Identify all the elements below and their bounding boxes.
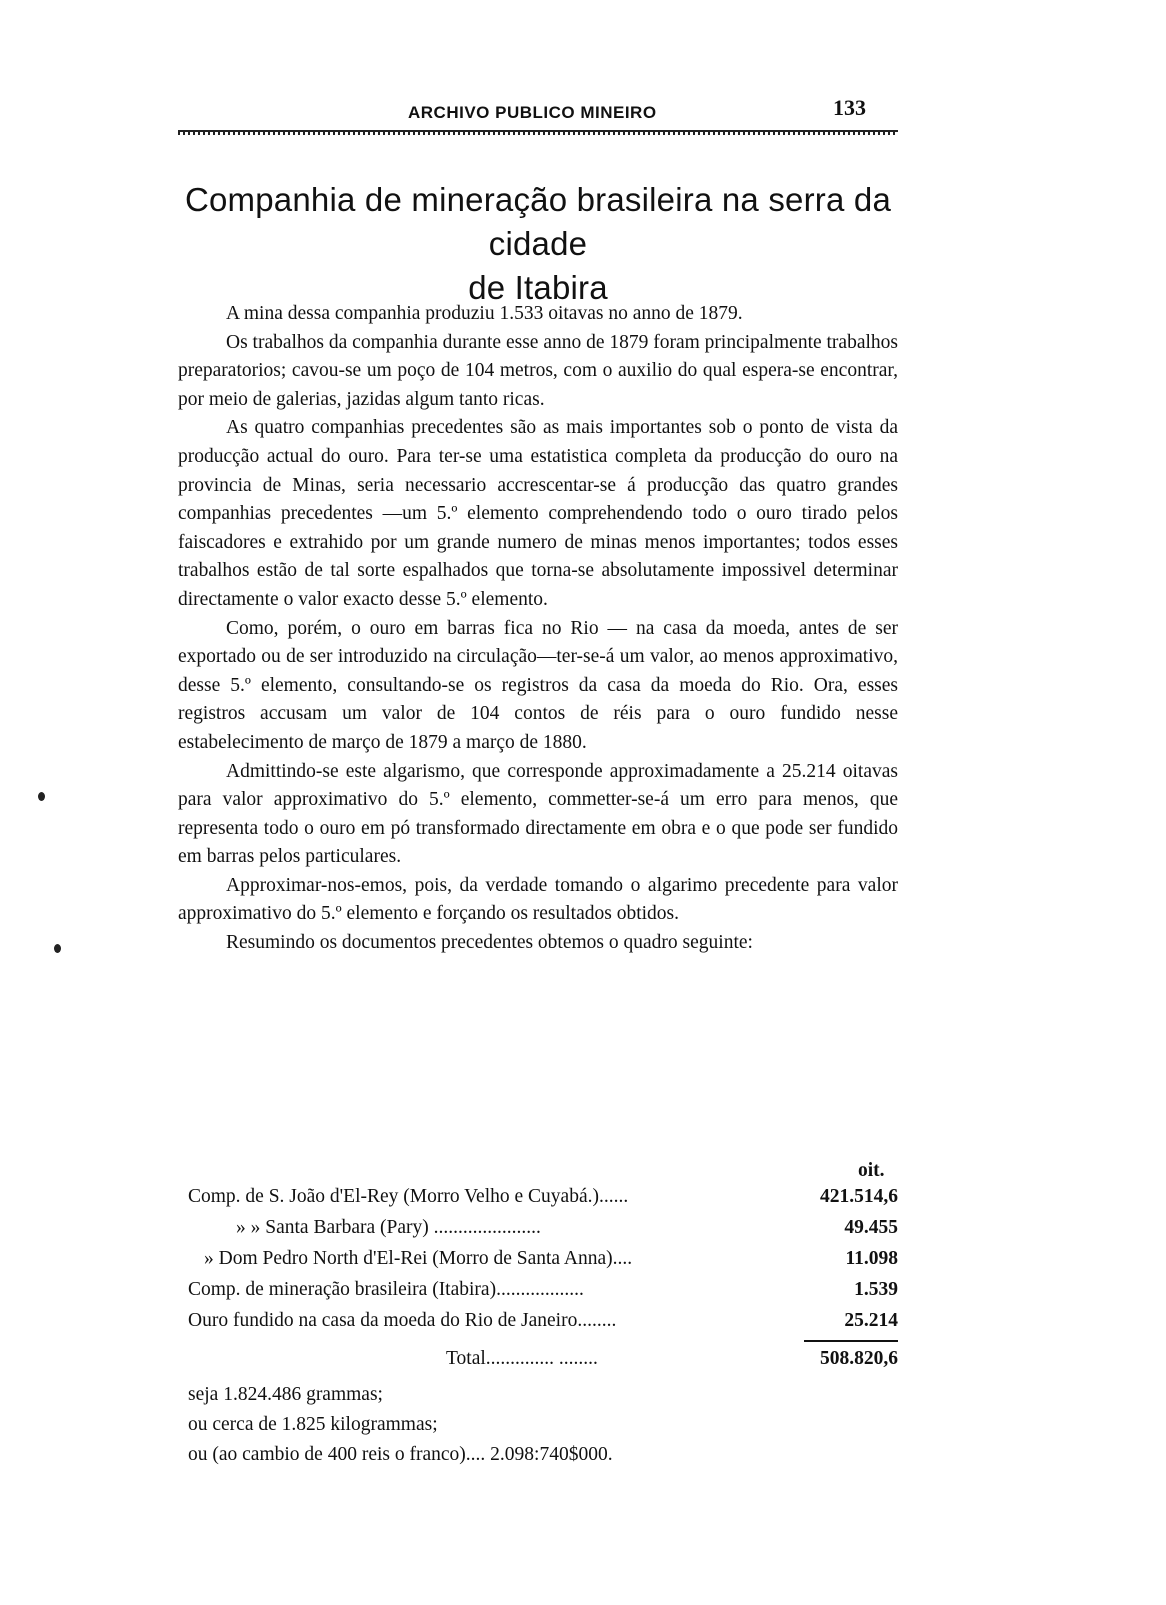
row-value: 11.098	[845, 1248, 898, 1269]
note-line: ou (ao cambio de 400 reis o franco).... 2.098:740$000.	[188, 1444, 613, 1465]
title-line-1: Companhia de mineração brasileira na serra da cidade	[184, 181, 892, 262]
row-value: 421.514,6	[820, 1186, 898, 1207]
article-title	[178, 178, 898, 310]
unit-label: oit.	[858, 1160, 885, 1181]
header-rule	[178, 130, 898, 137]
ink-speck	[54, 944, 61, 953]
article-body	[178, 300, 898, 958]
row-label: Comp. de S. João d'El-Rey (Morro Velho e Cuyabá.)......	[188, 1186, 629, 1207]
total-label: Total.............. ........	[446, 1348, 598, 1369]
total-rule	[804, 1340, 898, 1342]
table-row	[188, 1279, 898, 1310]
table-row	[188, 1248, 898, 1279]
row-label: Ouro fundido na casa da moeda do Rio de Janeiro........	[188, 1310, 617, 1331]
title-line-2: de Itabira	[468, 269, 608, 306]
row-value: 25.214	[844, 1310, 898, 1331]
row-value: 49.455	[844, 1217, 898, 1238]
table-row	[188, 1186, 898, 1217]
row-label: » Dom Pedro North d'El-Rei (Morro de Santa Anna)....	[204, 1248, 633, 1269]
row-label: » » Santa Barbara (Pary) ......................	[236, 1217, 541, 1238]
paragraph: Como, porém, o ouro em barras fica no Rio — na casa da moeda, antes de ser exportado ou de ser introduzido na circulação—ter-se-á um valor, ao menos approximativo, desse 5.º elemento, consultando-se os registros da casa da moeda do Rio. Ora, esses registros accusam um valor de 104 contos de réis para o ouro fundido nesse estabelecimento de março de 1879 a março de 1880.	[178, 617, 898, 753]
conversion-notes	[188, 1380, 898, 1470]
paragraph: Approximar-nos-emos, pois, da verdade tomando o algarimo precedente para valor approximativo do 5.º elemento e forçando os resultados obtidos.	[178, 874, 898, 925]
total-row	[188, 1348, 898, 1378]
paragraph: Resumindo os documentos precedentes obtemos o quadro seguinte:	[226, 932, 753, 954]
row-value: 1.539	[854, 1279, 898, 1300]
table-row	[188, 1310, 898, 1341]
running-head: ARCHIVO PUBLICO MINEIRO	[408, 103, 657, 122]
table-row	[188, 1217, 898, 1248]
paragraph: Admittindo-se este algarismo, que corresponde approximadamente a 25.214 oitavas para valor approximativo do 5.º elemento, commetter-se-á um erro para menos, que representa todo o ouro em pó transformado directamente em obra e o que pode ser fundido em barras pelos particulares.	[178, 760, 898, 868]
page-header	[178, 95, 898, 125]
note-line: seja 1.824.486 grammas;	[188, 1384, 383, 1405]
row-label: Comp. de mineração brasileira (Itabira)..................	[188, 1279, 584, 1300]
page-number: 133	[833, 95, 866, 120]
production-table	[188, 1186, 898, 1341]
paragraph: Os trabalhos da companhia durante esse anno de 1879 foram principalmente trabalhos preparatorios; cavou-se um poço de 104 metros, com o auxilio do qual espera-se encontrar, por meio de galerias, jazidas algum tanto ricas.	[178, 331, 898, 410]
paragraph: A mina dessa companhia produziu 1.533 oitavas no anno de 1879.	[226, 303, 743, 324]
total-value: 508.820,6	[820, 1348, 898, 1369]
note-line: ou cerca de 1.825 kilogrammas;	[188, 1414, 438, 1435]
paragraph: As quatro companhias precedentes são as mais importantes sob o ponto de vista da producção actual do ouro. Para ter-se uma estatistica completa da producção do ouro na provincia de Minas, seria necessario accrescentar-se á producção das quatro grandes companhias precedentes —um 5.º elemento comprehendendo todo o ouro tirado pelos faiscadores e extrahido por um grande numero de minas menos importantes; todos esses trabalhos estão de tal sorte espalhados que torna-se absolutamente impossivel determinar directamente o valor exacto desse 5.º elemento.	[178, 417, 898, 610]
ink-speck	[38, 792, 45, 801]
